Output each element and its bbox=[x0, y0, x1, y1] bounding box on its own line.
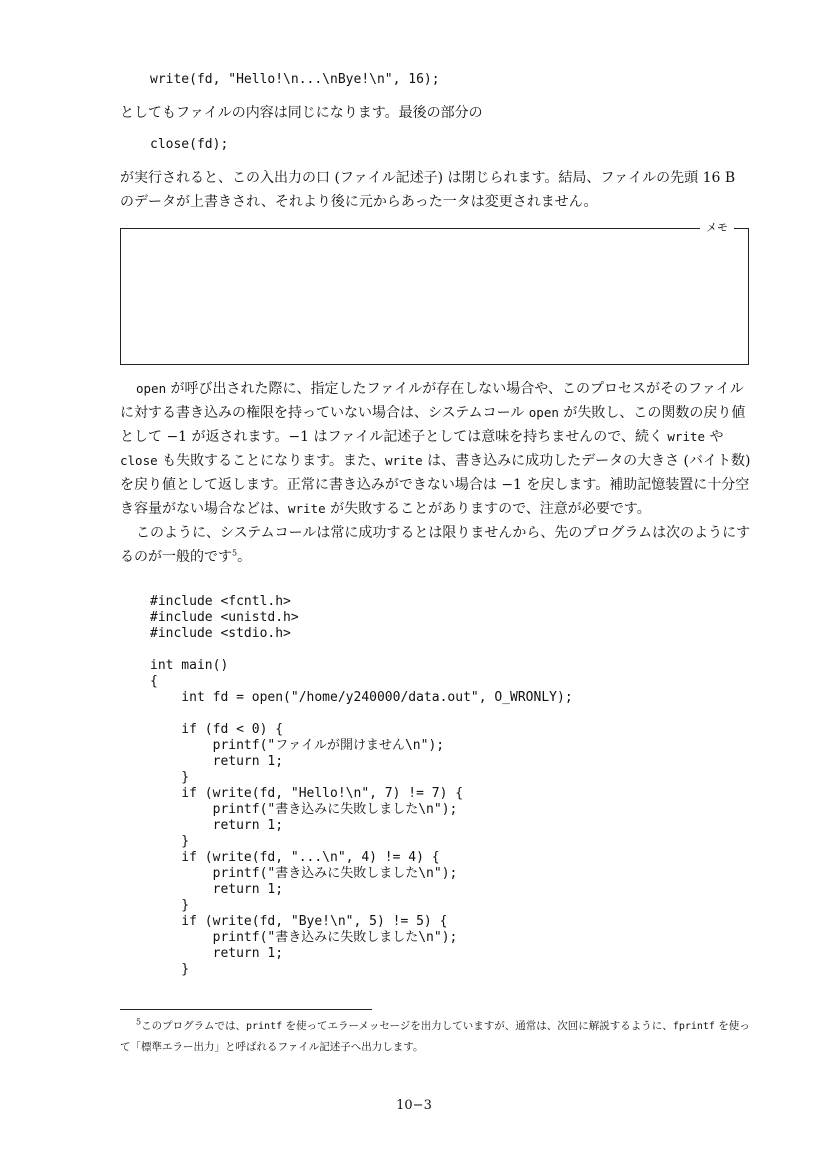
code-term-open: open bbox=[136, 381, 167, 396]
code-term-fprintf: fprintf bbox=[672, 1021, 715, 1032]
paragraph-open-text bbox=[120, 377, 752, 521]
text-span: や bbox=[705, 429, 724, 445]
paragraph-same-content bbox=[120, 101, 752, 125]
text-span: が失敗し、この関数の戻り値として −1 が返されます。−1 はファイル記述子としては意味を持ちませんので、続く bbox=[120, 405, 746, 445]
memo-box bbox=[120, 221, 749, 365]
code-term-write: write bbox=[667, 429, 706, 444]
text-span: このプログラムでは、 bbox=[141, 1020, 246, 1032]
text-span: が失敗することがありますので、注意が必要です。 bbox=[325, 501, 651, 517]
code-program-listing: #include <fcntl.h> #include <unistd.h> #include <stdio.h> int main() { int fd = open("/home/y240000/data.out", O_WRONLY); if (fd < 0) { printf("ファイルが開けません\n"); return 1; } if (write(fd, "Hello!\n", 7) != 7) { printf("書き込みに失敗しました\n"); return 1; } if (write(fd, "...\n", 4) != 4) { printf("書き込みに失敗しました\n"); return 1; } if (write(fd, "Bye!\n", 5) != 5) { printf("書き込みに失敗しました\n"); return 1; } bbox=[150, 594, 573, 977]
text-span: を使って「標準エラー出力」と呼ばれるファイル記述子へ出力します。 bbox=[120, 1020, 750, 1053]
memo-label: メモ bbox=[700, 220, 734, 236]
page-number: 10−3 bbox=[396, 1098, 432, 1113]
code-term-open: open bbox=[528, 405, 559, 420]
text-span: も失敗することになります。また、 bbox=[157, 453, 385, 469]
footnote-text bbox=[120, 1016, 752, 1057]
code-term-close: close bbox=[120, 453, 158, 468]
text-span: 。 bbox=[237, 549, 252, 565]
code-term-write: write bbox=[288, 501, 326, 516]
paragraph-general-text bbox=[120, 521, 752, 569]
paragraph-close-explanation bbox=[120, 166, 752, 214]
code-term-printf: printf bbox=[246, 1021, 283, 1032]
text-span: が呼び出された際に、指定したファイルが存在しない場合や、このプロセスがそのファイルに対する書き込みの権限を持っていない場合は、システムコール bbox=[120, 381, 744, 421]
footnote-divider bbox=[120, 1009, 372, 1010]
footnote-reference: 5 bbox=[232, 548, 238, 558]
code-term-write: write bbox=[384, 453, 423, 468]
text-span: は、書き込みに成功したデータの大きさ (バイト数) を戻り値として返します。正常に書き込みができない場合は −1 を戻します。補助記憶装置に十分空き容量がない場合などは、 bbox=[120, 453, 751, 517]
paragraph-close-text: が実行されると、この入出力の口 (ファイル記述子) は閉じられます。結局、ファイルの先頭 16 B のデータが上書きされ、それより後に元からあった一タは変更されません。 bbox=[120, 170, 736, 210]
footnote-mark: 5 bbox=[136, 1017, 142, 1027]
footnote bbox=[120, 1016, 752, 1057]
text-span: このように、システムコールは常に成功するとは限りませんから、先のプログラムは次のようにするのが一般的です bbox=[120, 525, 751, 565]
code-write-example: write(fd, "Hello!\n...\nBye!\n", 16); bbox=[150, 72, 440, 87]
paragraph-open-failure bbox=[120, 377, 752, 569]
code-close-example: close(fd); bbox=[150, 137, 229, 152]
text-span: を使ってエラーメッセージを出力していますが、通常は、次回に解説するように、 bbox=[282, 1020, 673, 1032]
paragraph-same-content-text: としてもファイルの内容は同じになります。最後の部分の bbox=[120, 105, 483, 121]
